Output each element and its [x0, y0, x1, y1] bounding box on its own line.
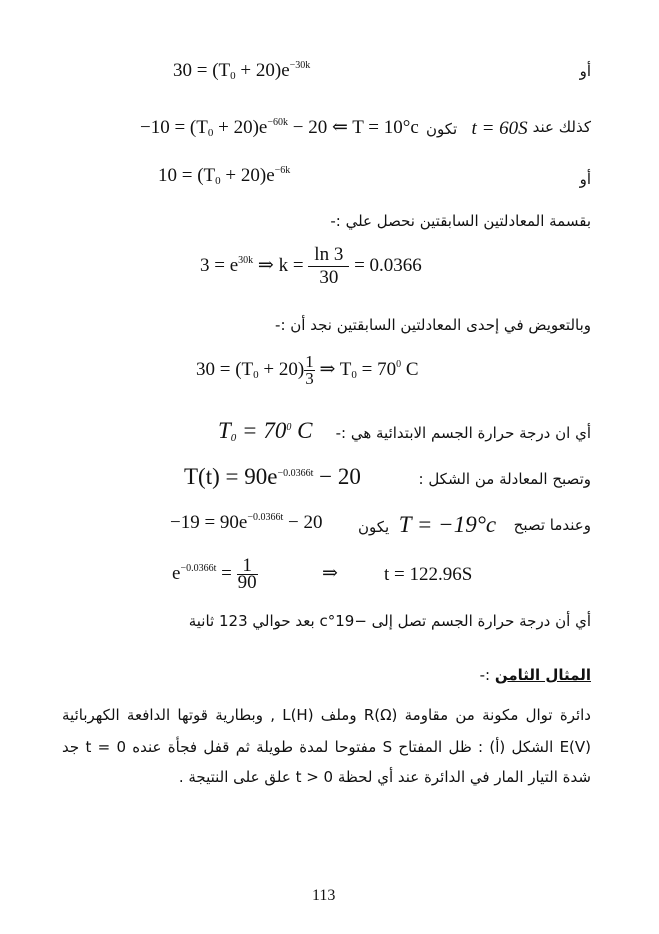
- equation-exp-frac: $e^{-0.0366t}$ = $\frac{1}{90}$: [172, 555, 257, 593]
- result-t: t = 122.96S: [384, 564, 473, 585]
- label-also: كذلك عند: [532, 118, 591, 136]
- equation-t0: $30 = (T_0 + 20)$ $\frac{1}{3}$ ⇒ $T_0 = 70^0$ C: [196, 352, 419, 388]
- equation-k: $3 = e^{30k}$ ⇒ k = $\frac{\ln 3}{30}$ = 0.0366: [200, 244, 422, 288]
- page-number: 113: [312, 887, 336, 904]
- paragraph-line-2: E(V) الشكل (أ) : ظل المفتاح S مفتوحا لمدة طويلة ثم قفل فجأة عنده t = 0 جد: [62, 738, 592, 756]
- condition-10: يكون T = −19°c: [358, 512, 497, 537]
- label-or-1: أو: [579, 62, 591, 80]
- text-equation-form: وتصبح المعادلة من الشكل :: [418, 470, 591, 488]
- fraction-1-90: $\frac{1}{90}$: [237, 555, 257, 593]
- example-heading: المثال الثامن :-: [479, 666, 591, 684]
- equation-minus19: $-19 = 90e^{-0.0366t} - 20$: [170, 512, 323, 533]
- fraction-1-3: $\frac{1}{3}$: [305, 352, 314, 388]
- equation-2: $-10 = (T_0 + 20)e^{-60k} - 20$ ⇐ T = 10°c: [140, 117, 419, 139]
- equation-t0-result: $T_0 = 70^0$ C: [218, 418, 313, 444]
- fraction-ln3-30: $\frac{\ln 3}{30}$: [308, 244, 349, 289]
- paragraph-line-1: دائرة توال مكونة من مقاومة R(Ω) وملف L(H) , وبطارية قوتها الدافعة الكهربائية: [62, 706, 591, 724]
- equation-3: $10 = (T_0 + 20)e^{-6k}$: [158, 165, 291, 187]
- condition-2: تكون t = 60S: [426, 118, 528, 139]
- text-when: وعندما تصبح: [513, 516, 591, 534]
- text-substitution: وبالتعويض في إحدى المعادلتين السابقتين نجد أن :-: [275, 316, 591, 334]
- text-conclusion: أي أن درجة حرارة الجسم تصل إلى −19°c بعد حوالي 123 ثانية: [188, 612, 591, 630]
- text-division: بقسمة المعادلتين السابقتين نحصل علي :-: [330, 212, 591, 230]
- paragraph-line-3: شدة التيار المار في الدائرة عند أي لحظة t > 0 علق على النتيجة .: [178, 768, 591, 786]
- equation-tt: $T(t) = 90e^{-0.0366t} - 20$: [184, 464, 361, 489]
- text-initial-temp: أي ان درجة حرارة الجسم الابتدائية هي :-: [335, 424, 591, 442]
- arrow-implies: ⇒: [322, 563, 338, 584]
- equation-1: $30 = (T_0 + 20)e^{-30k}$: [173, 60, 311, 82]
- label-or-2: أو: [579, 170, 591, 188]
